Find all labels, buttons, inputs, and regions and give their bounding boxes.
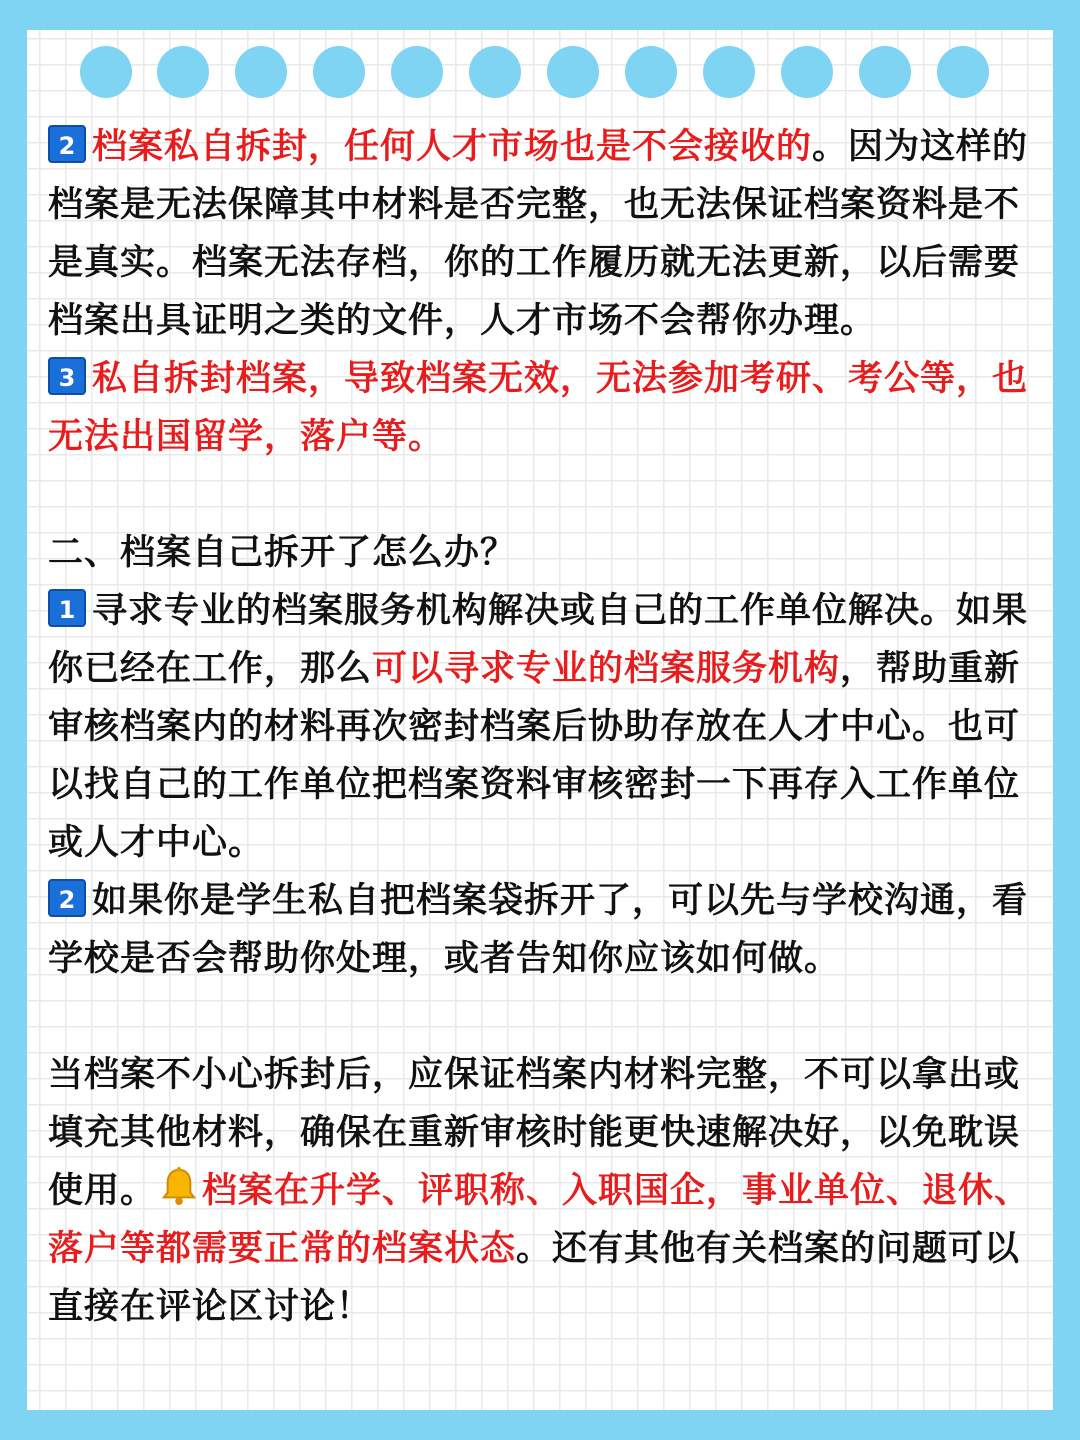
number-badge-icon: 2 xyxy=(48,125,86,163)
body-text: 寻求专业的档案服务机构解决或自己的工作单位解决。如果你已经在工作，那么 xyxy=(48,591,1029,689)
body-text: ，帮助重新审核档案内的材料再次密封档案后协助存放在人才中心。也可以找自己的工作单位把档案资料审核密封一下再存入工作单位或人才中心。 xyxy=(48,649,1021,863)
body-text: 当档案不小心拆封后，应保证档案内材料完整，不可以拿出或填充其他材料，确保在重新审核时能更快速解决好，以免耽误使用。 xyxy=(48,1055,1021,1211)
number-badge-icon: 1 xyxy=(48,589,86,627)
binder-hole xyxy=(391,46,443,98)
highlight-text: 私自拆封档案，导致档案无效，无法参加考研、考公等，也无法出国留学，落户等。 xyxy=(48,359,1029,457)
highlight-text: 档案在升学、评职称、入职国企，事业单位、退休、落户等都需要正常的档案状态 xyxy=(48,1171,1031,1269)
highlight-text: 档案私自拆封，任何人才市场也是不会接收的 xyxy=(92,127,813,167)
section-heading: 二、档案自己拆开了怎么办？ xyxy=(48,533,517,573)
binder-hole xyxy=(859,46,911,98)
binder-hole xyxy=(235,46,287,98)
paragraph-conclusion xyxy=(48,1046,1038,1336)
paragraph-consequence-1 xyxy=(48,118,1038,350)
body-text: 如果你是学生私自把档案袋拆开了，可以先与学校沟通，看学校是否会帮助你处理，或者告知你应该如何做。 xyxy=(48,881,1029,979)
binder-hole xyxy=(469,46,521,98)
binder-hole xyxy=(313,46,365,98)
article-content xyxy=(48,118,1038,1336)
binder-hole xyxy=(781,46,833,98)
paragraph-consequence-2 xyxy=(48,350,1038,466)
number-badge-icon: 3 xyxy=(48,357,86,395)
bell-icon xyxy=(160,1166,198,1206)
body-text: 。因为这样的档案是无法保障其中材料是否完整，也无法保证档案资料是不是真实。档案无法存档，你的工作履历就无法更新，以后需要档案出具证明之类的文件，人才市场不会帮你办理。 xyxy=(48,127,1029,341)
binder-hole xyxy=(937,46,989,98)
paragraph-solution-1 xyxy=(48,582,1038,872)
binder-holes xyxy=(0,0,1080,100)
body-text: 。还有其他有关档案的问题可以直接在评论区讨论！ xyxy=(48,1229,1021,1327)
number-badge-icon: 2 xyxy=(48,879,86,917)
binder-hole xyxy=(80,46,132,98)
binder-hole xyxy=(625,46,677,98)
binder-hole xyxy=(157,46,209,98)
highlight-text: 可以寻求专业的档案服务机构 xyxy=(372,649,841,689)
binder-hole xyxy=(703,46,755,98)
paragraph-solution-2 xyxy=(48,872,1038,988)
binder-hole xyxy=(547,46,599,98)
